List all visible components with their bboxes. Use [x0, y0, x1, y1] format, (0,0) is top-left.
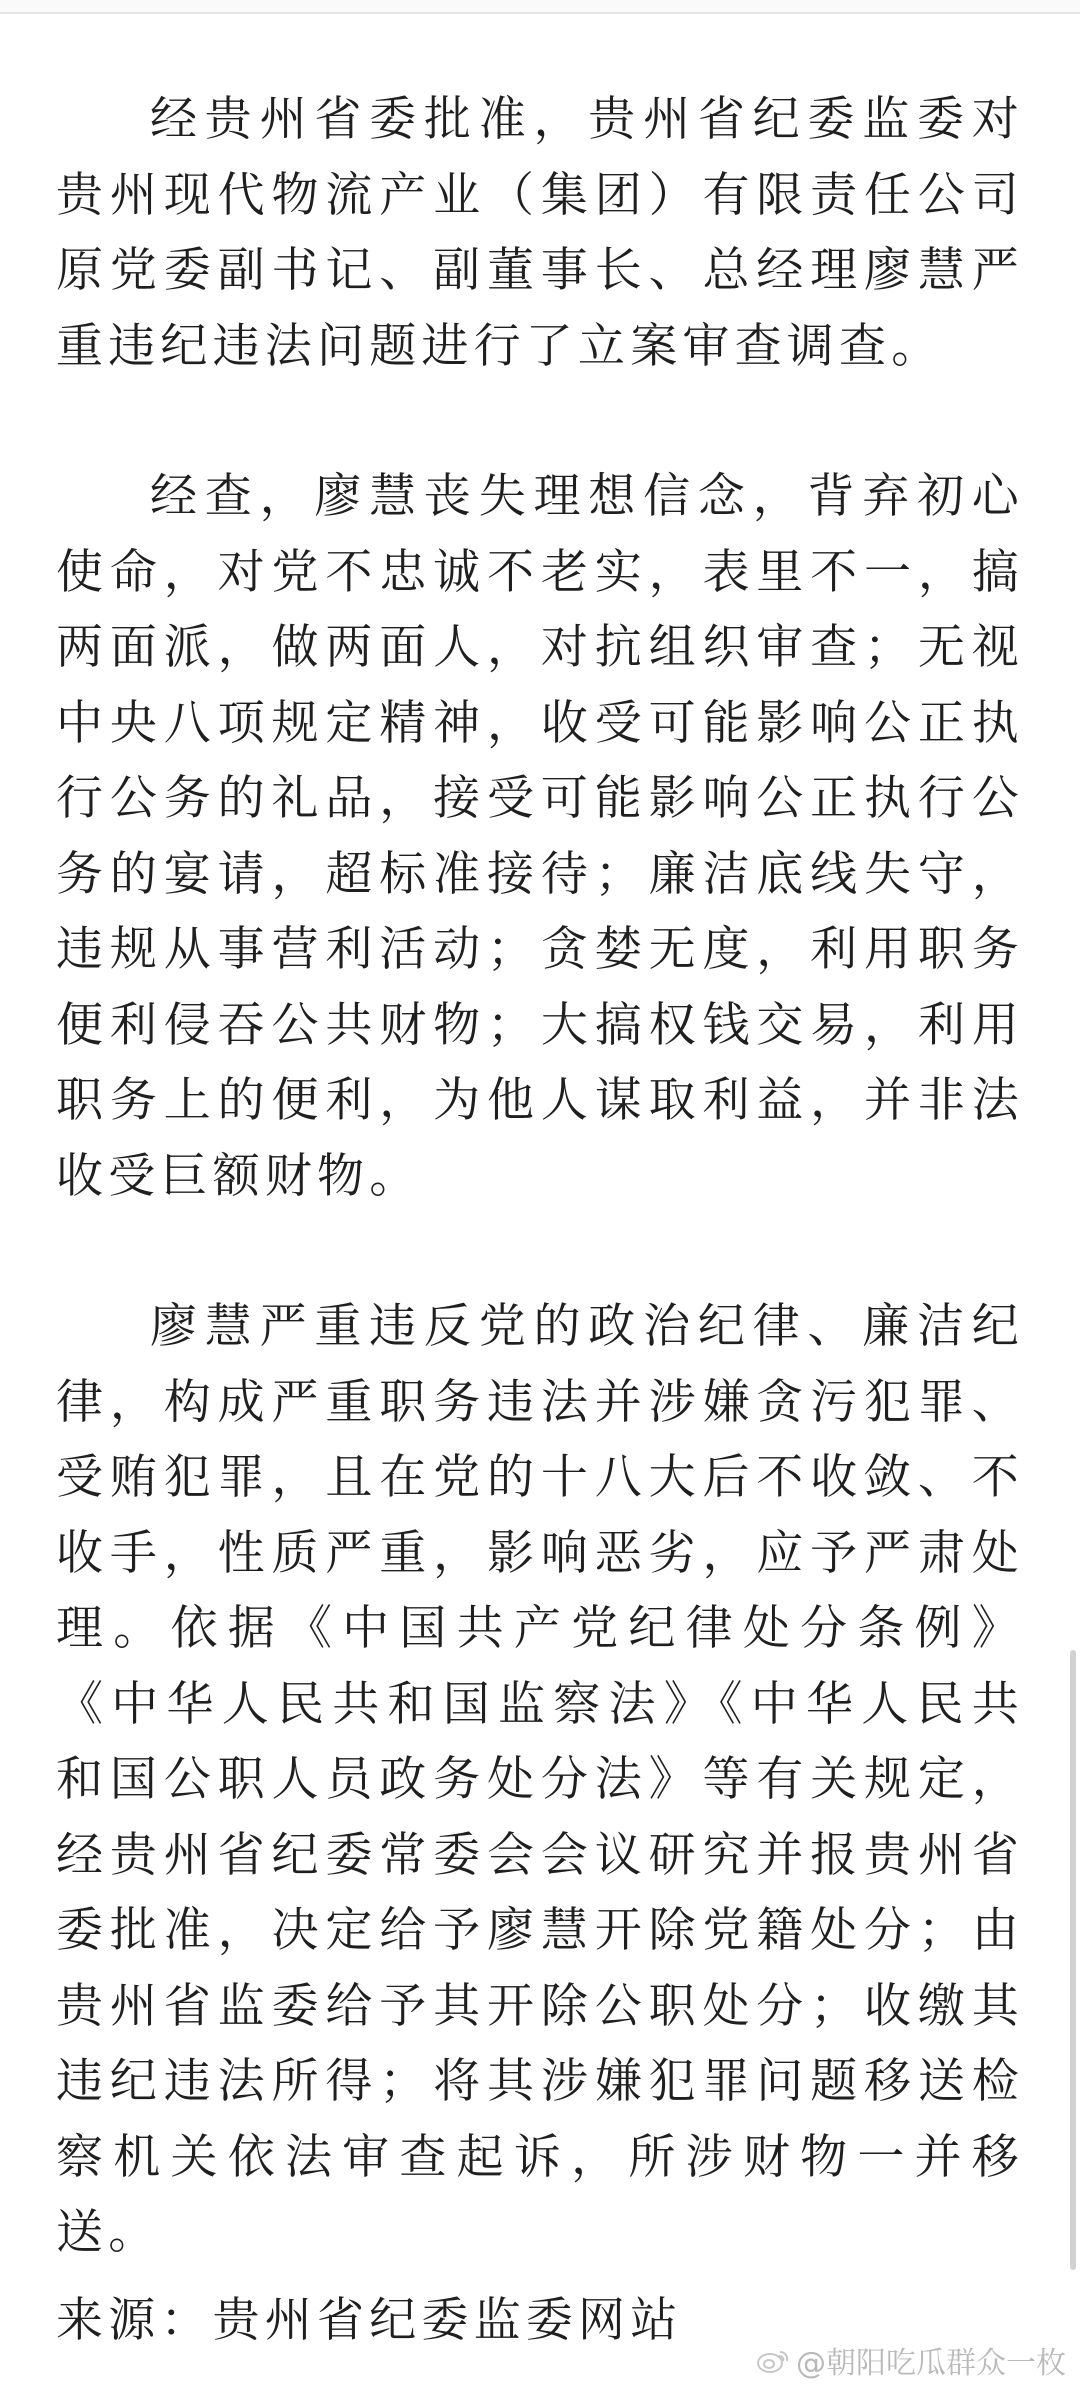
article-paragraph: 经查，廖慧丧失理想信念，背弃初心使命，对党不忠诚不老实，表里不一，搞两面派，做两面人，对抗组织审查；无视中央八项规定精神，收受可能影响公正执行公务的礼品，接受可能影响公正执行公务的宴请，超标准接待；廉洁底线失守，违规从事营利活动；贪婪无度，利用职务便利侵吞公共财物；大搞权钱交易，利用职务上的便利，为他人谋取利益，并非法收受巨额财物。 [56, 469, 1024, 1204]
article-paragraph: 经贵州省委批准，贵州省纪委监委对贵州现代物流产业（集团）有限责任公司原党委副书记、副董事长、总经理廖慧严重违纪违法问题进行了立案审查调查。 [56, 92, 1024, 374]
watermark-text: @朝阳吃瓜群众一枚 [796, 2346, 1066, 2381]
weibo-icon [756, 2346, 790, 2374]
top-divider [0, 0, 1080, 14]
article-source: 来源：贵州省纪委监委网站 [56, 2293, 683, 2348]
watermark [756, 2338, 1066, 2382]
article-body [56, 82, 1024, 2271]
article-paragraph: 廖慧严重违反党的政治纪律、廉洁纪律，构成严重职务违法并涉嫌贪污犯罪、受贿犯罪，且在党的十八大后不收敛、不收手，性质严重，影响恶劣，应予严肃处理。依据《中国共产党纪律处分条例》《中华人民共和国监察法》《中华人民共和国公职人员政务处分法》等有关规定，经贵州省纪委常委会会议研究并报贵州省委批准，决定给予廖慧开除党籍处分；由贵州省监委给予其开除公职处分；收缴其违纪违法所得；将其涉嫌犯罪问题移送检察机关依法审查起诉，所涉财物一并移送。 [56, 1299, 1024, 2260]
scrollbar[interactable] [1070, 1650, 1076, 2270]
